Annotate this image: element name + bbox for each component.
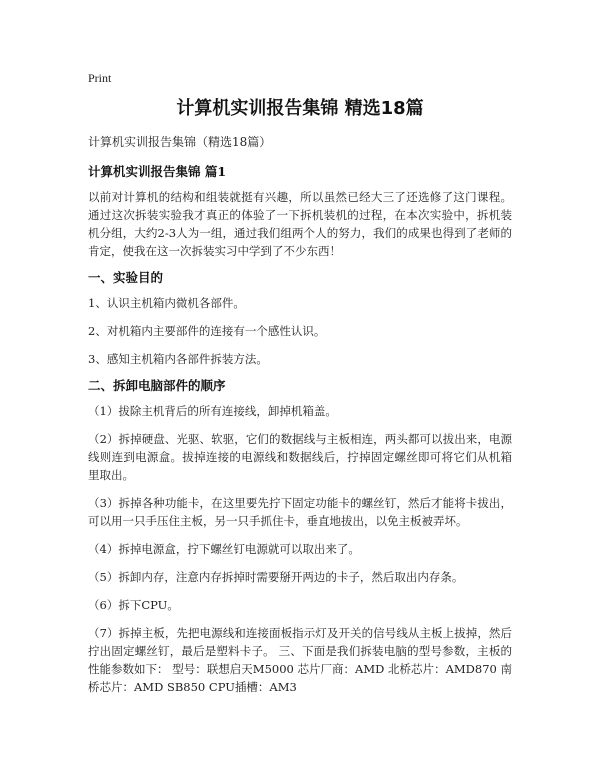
order-step: （4）拆掉电源盒，拧下螺丝钉电源就可以取出来了。 <box>88 542 360 556</box>
order-step: （1）拔除主机背后的所有连接线，卸掉机箱盖。 <box>88 404 337 418</box>
order-step: （2）拆掉硬盘、光驱、软驱，它们的数据线与主板相连，两头都可以拔出来，电源线则连到电源盒。拔掉连接的电源线和数据线后，拧掉固定螺丝即可将它们从机箱里取出。 <box>88 432 512 482</box>
article-heading: 计算机实训报告集锦 篇1 <box>88 164 227 179</box>
order-step: （5）拆卸内存，注意内存拆掉时需要掰开两边的卡子，然后取出内存条。 <box>88 570 464 584</box>
order-step: （7）拆掉主板，先把电源线和连接面板指示灯及开关的信号线从主板上拔掉，然后拧出固定螺丝钉，最后是塑料卡子。 三、下面是我们拆装电脑的型号参数，主板的性能参数如下： 型号：联想启天M5000 芯片厂商：AMD 北桥芯片：AMD870 南桥芯片：AMD SB850 CPU插槽：AM3 <box>88 626 512 694</box>
document-subtitle: 计算机实训报告集锦（精选18篇） <box>88 135 272 149</box>
purpose-item: 3、感知主机箱内各部件拆装方法。 <box>88 352 268 366</box>
document-title: 计算机实训报告集锦 精选18篇 <box>176 98 424 119</box>
order-step: （3）拆掉各种功能卡，在这里要先拧下固定功能卡的螺丝钉，然后才能将卡拔出，可以用一只手压住主板，另一只手抓住卡，垂直地拔出，以免主板被弄坏。 <box>88 496 512 528</box>
section-heading-purpose: 一、实验目的 <box>88 270 164 285</box>
print-link[interactable]: Print <box>88 71 112 85</box>
section-heading-order: 二、拆卸电脑部件的顺序 <box>88 378 226 393</box>
purpose-item: 1、认识主机箱内微机各部件。 <box>88 296 245 310</box>
order-step: （6）拆下CPU。 <box>88 598 179 612</box>
intro-paragraph: 以前对计算机的结构和组装就挺有兴趣，所以虽然已经大三了还选修了这门课程。通过这次拆装实验我才真正的体验了一下拆机装机的过程，在本次实验中，拆机装机分组，大约2-3人为一组，通过我们组两个人的努力，我们的成果也得到了老师的肯定，使我在这一次拆装实习中学到了不少东西！ <box>88 190 512 258</box>
purpose-item: 2、对机箱内主要部件的连接有一个感性认识。 <box>88 324 326 338</box>
